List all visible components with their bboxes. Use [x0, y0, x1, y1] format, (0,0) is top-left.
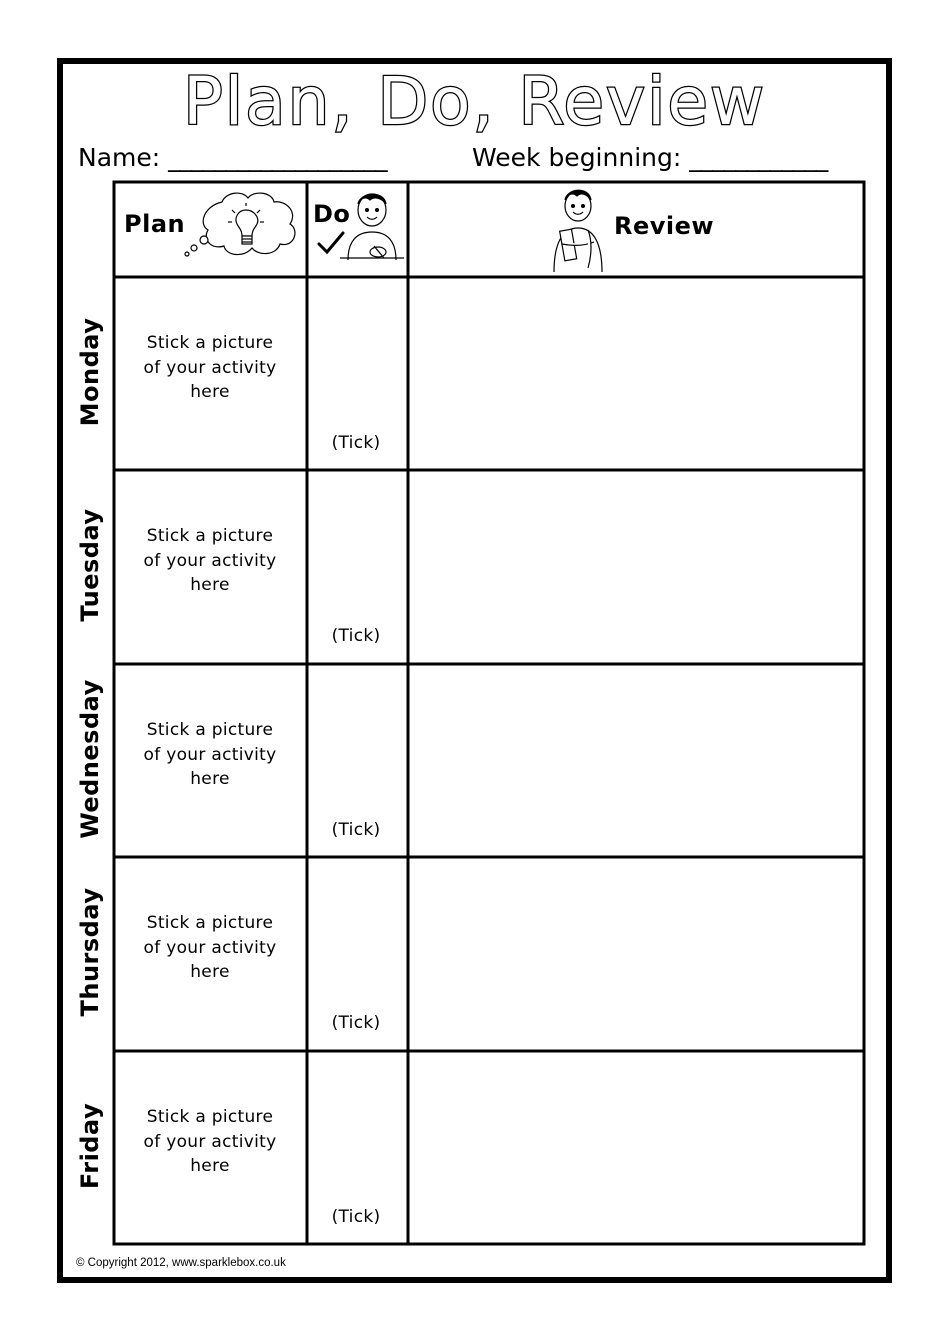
plan-instruction-line: of your activity: [143, 357, 277, 378]
week-beginning-blank-line[interactable]: ____________: [689, 143, 828, 172]
review-cell[interactable]: [410, 666, 862, 856]
plan-instruction-line: here: [190, 575, 230, 595]
plan-column-header: Plan: [124, 210, 186, 238]
plan-instruction-line: here: [190, 1156, 230, 1176]
plan-instruction-line: Stick a picture: [146, 333, 274, 353]
review-cell[interactable]: [410, 279, 862, 469]
plan-instruction-line: here: [190, 382, 230, 402]
name-label: Name:: [78, 143, 161, 172]
plan-instruction: [115, 1105, 305, 1179]
tick-label: (Tick): [331, 626, 381, 646]
plan-instruction-line: Stick a picture: [146, 1107, 274, 1127]
plan-instruction-line: Stick a picture: [146, 720, 274, 740]
tick-label: (Tick): [331, 820, 381, 840]
week-beginning-label: Week beginning:: [472, 143, 682, 172]
day-label: Wednesday: [76, 678, 104, 839]
tick-label: (Tick): [331, 433, 381, 453]
plan-instruction-line: Stick a picture: [146, 526, 274, 546]
plan-instruction-line: of your activity: [143, 937, 277, 958]
plan-instruction-line: of your activity: [143, 744, 277, 765]
name-blank-line[interactable]: ___________________: [168, 143, 387, 172]
day-label: Friday: [76, 1102, 104, 1189]
review-cell[interactable]: [410, 859, 862, 1049]
plan-instruction: [115, 331, 305, 405]
day-label: Monday: [76, 317, 104, 426]
plan-instruction: [115, 911, 305, 985]
do-column-header: Do: [313, 200, 351, 228]
plan-instruction-line: of your activity: [143, 1131, 277, 1152]
plan-instruction-line: here: [190, 769, 230, 789]
child-holding-book-icon: [548, 184, 610, 274]
review-cell[interactable]: [410, 1053, 862, 1243]
child-writing-icon: [338, 186, 406, 262]
page-title: Plan, Do, Review: [182, 63, 766, 140]
plan-instruction: [115, 718, 305, 792]
tick-label: (Tick): [331, 1013, 381, 1033]
thought-bubble-lightbulb-icon: [182, 190, 304, 262]
day-label: Thursday: [76, 887, 104, 1016]
review-column-header: Review: [614, 212, 715, 240]
plan-instruction: [115, 524, 305, 598]
tick-label: (Tick): [331, 1207, 381, 1227]
plan-instruction-line: of your activity: [143, 550, 277, 571]
day-label: Tuesday: [76, 507, 104, 622]
plan-instruction-line: here: [190, 962, 230, 982]
plan-instruction-line: Stick a picture: [146, 913, 274, 933]
review-cell[interactable]: [410, 472, 862, 662]
copyright-notice: © Copyright 2012, www.sparklebox.co.uk: [76, 1257, 286, 1269]
